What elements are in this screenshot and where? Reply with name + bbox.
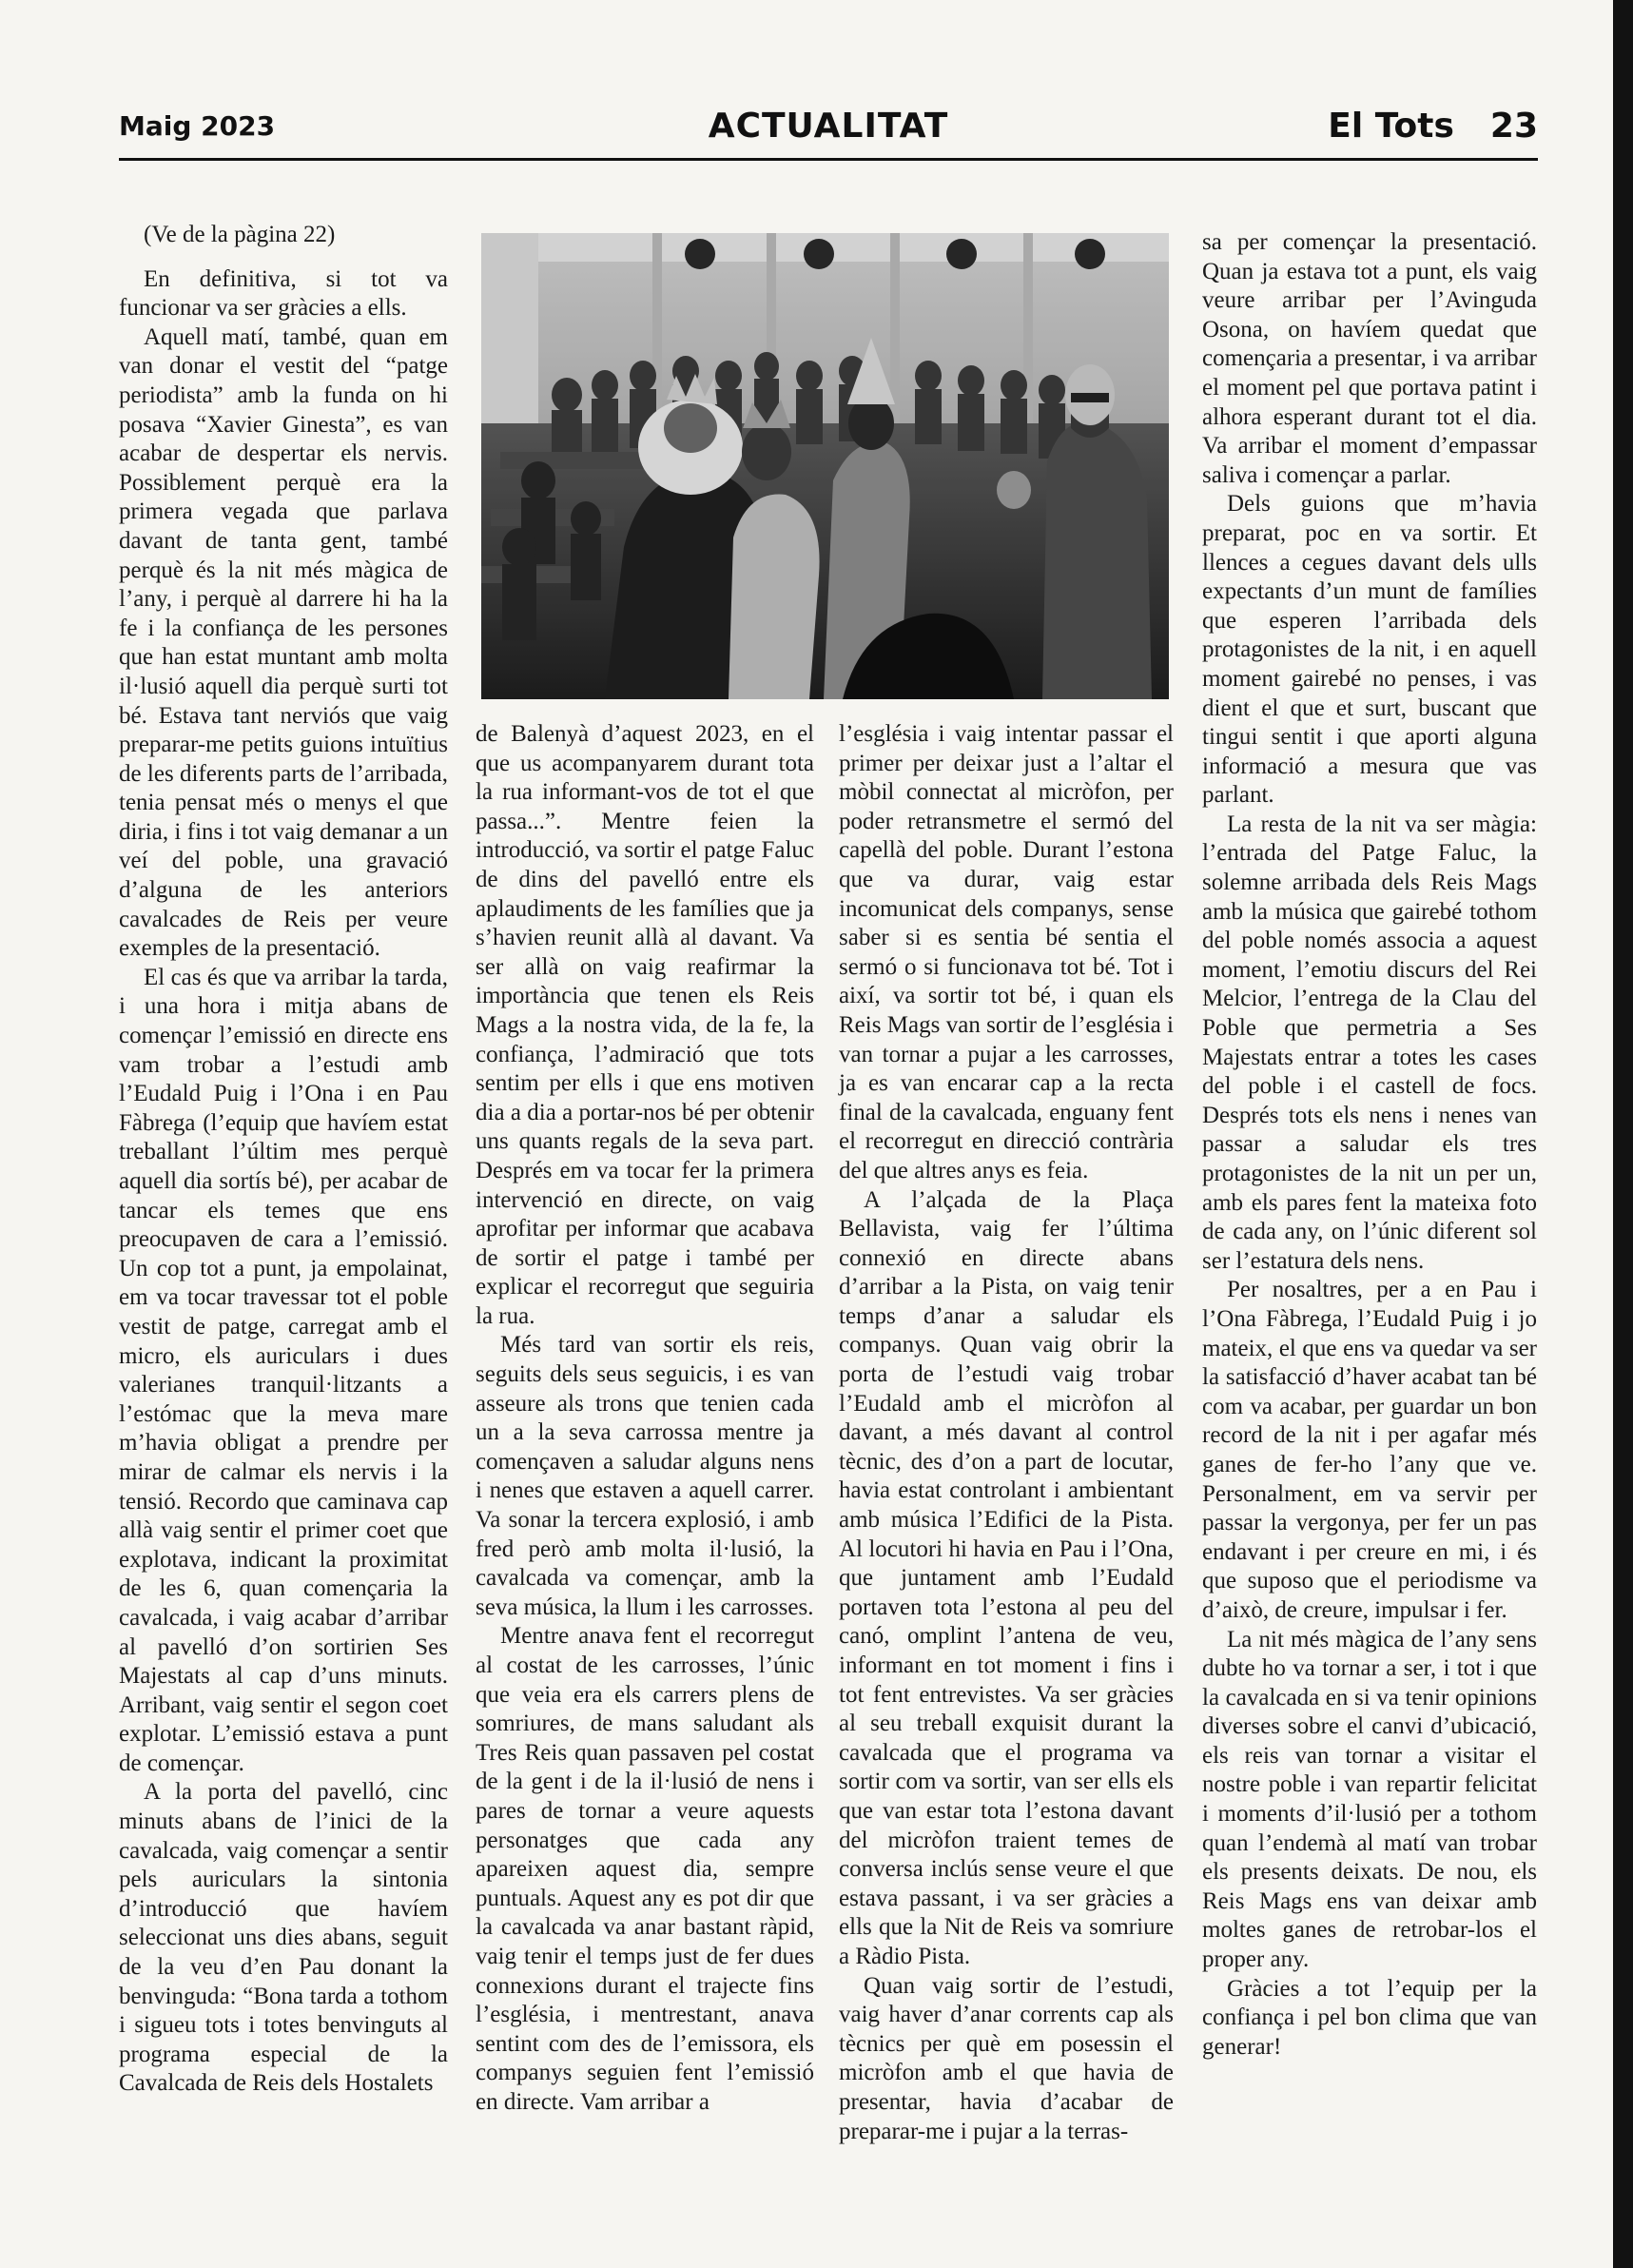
paragraph: A la porta del pavelló, cinc minuts abans de l’inici de la cavalcada, vaig començar a sentir pels auriculars la sintonia d’introducció que havíem seleccionat uns dies abans, seguit de la veu d’en Pau donant la benvinguda: “Bona tarda a tothom i sigueu tots i totes benvinguts al programa especial de la Cavalcada de Reis dels Hostalets — [119, 1779, 448, 2097]
paragraph: Més tard van sortir els reis, seguits dels seus seguicis, i es van asseure als trons que tenien cada un a la seva carrossa mentre ja començaven a saludar alguns nens i nenes que estaven a aquell carrer. Va sonar la tercera explosió, i amb fred però amb molta il·lusió, la cavalcada va començar, amb la seva música, la llum i les carrosses. — [476, 1332, 814, 1620]
article-column-1 — [119, 221, 448, 2099]
article-column-2 — [476, 720, 814, 2118]
paragraph: Per nosaltres, per a en Pau i l’Ona Fàbrega, l’Eudald Puig i jo mateix, el que ens va quedar va ser la satisfacció d’haver acabat tan bé com va acabar, per guardar un bon record de la nit i per agafar més ganes de fer-ho l’any que ve. Personalment, em va servir per passar la vergonya, per fer un pas endavant i per creure en mi, i és que suposo que el periodisme va d’això, de creure, impulsar i fer. — [1202, 1277, 1537, 1623]
publication-name: El Tots — [1328, 107, 1454, 146]
paragraph: Quan vaig sortir de l’estudi, vaig haver d’anar corrents cap als tècnics per què em posessin el micròfon amb el que havia de presentar, havia d’acabar de preparar-me i pujar a la terras- — [839, 1972, 1174, 2144]
page-number: 23 — [1489, 107, 1538, 146]
article-column-3 — [839, 720, 1174, 2146]
paragraph: l’església i vaig intentar passar el primer per deixar just a l’altar el mòbil connectat al micròfon, per poder retransmetre el sermó del capellà del poble. Durant l’estona que va durar, vaig estar incomunicat dels companys, sense saber si es sentia bé sentia el sermó o si funcionava tot bé. Tot i així, va sortir tot bé, i quan els Reis Mags van sortir de l’església i van tornar a pujar a les carrosses, ja es van encarar cap a la recta final de la cavalcada, enguany fent el recorregut en direcció contrària del que altres anys es feia. — [839, 721, 1174, 1183]
paragraph: Mentre anava fent el recorregut al costat de les carrosses, l’únic que veia era els carrers plens de somriures, de mans saludant als Tres Reis quan passaven pel costat de la gent i de la il·lusió de nens i pares de tornar a veure aquests personatges que cada any apareixen aquest dia, sempre puntuals. Aquest any es pot dir que la cavalcada va anar bastant ràpid, vaig tenir el temps just de fer dues connexions durant el trajecte fins l’església, i mentrestant, anava sentint com des de l’emissora, els companys seguien fent l’emissió en directe. Vam arribar a — [476, 1623, 814, 2115]
paragraph: En definitiva, si tot va funcionar va ser gràcies a ells. — [119, 265, 448, 322]
paragraph: A l’alçada de la Plaça Bellavista, vaig fer l’última connexió en directe abans d’arribar a la Pista, on vaig tenir temps d’anar a saludar els companys. Quan vaig obrir la porta de l’estudi vaig trobar l’Eudald amb el micròfon al davant, a més davant al control tècnic, des d’on a part de locutar, havia estat controlant i ambientant amb música l’Edifici de la Pista. Al locutori hi havia en Pau i l’Ona, que juntament amb l’Eudald portaven tota l’estona al peu del canó, omplint l’antena de veu, informant en tot moment i fins i tot fent entrevistes. Va ser gràcies al seu treball exquisit durant la cavalcada que el programa va sortir com va sortir, van ser ells els que van estar tota l’estona davant del micròfon traient temes de conversa inclús sense veure el que estava passant, i va ser gràcies a ells que la Nit de Reis va somriure a Ràdio Pista. — [839, 1186, 1174, 1969]
photo-illustration — [481, 233, 1169, 699]
paragraph: de Balenyà d’aquest 2023, en el que us acompanyarem durant tota la rua informant-vos de tot el que passa...”. Mentre feien la introducció, va sortir el patge Faluc de dins del pavelló entre els aplaudiments de les famílies que ja s’havien reunit allà al davant. Va ser allà on vaig reafirmar la importància que tenen els Reis Mags a la nostra vida, de la fe, la confiança, l’admiració que tots sentim per ells i que ens motiven dia a dia a portar-nos bé per obtenir uns quants regals de la seva part. Després em va tocar fer la primera intervenció en directe, on vaig aprofitar per informar que acabava de sortir el patge i també per explicar el recorregut que seguiria la rua. — [476, 721, 814, 1329]
paragraph: Dels guions que m’havia preparat, poc en va sortir. Et llences a cegues davant dels ulls expectants d’un munt de famílies que esperen l’arribada dels protagonistes de la nit, i en aquell moment gairebé no penses, i vas dient el que et surt, buscant que tingui sentit i que aporti alguna informació a mesura que vas parlant. — [1202, 491, 1537, 809]
continuation-note: (Ve de la pàgina 22) — [144, 222, 336, 247]
header-rule — [119, 158, 1538, 161]
article-photo — [481, 233, 1169, 699]
article-column-4 — [1202, 228, 1537, 2062]
paragraph: La nit més màgica de l’any sens dubte ho va tornar a ser, i tot i que la cavalcada en si va tenir opinions diverses sobre el canvi d’ubicació, els reis van tornar a visitar el nostre poble i van repartir felicitat i moments d’il·lusió per a tothom quan l’endemà al matí van trobar els presents deixats. De nou, els Reis Mags ens van deixar amb moltes ganes de retrobar-los el proper any. — [1202, 1626, 1537, 1973]
paragraph: Aquell matí, també, quan em van donar el vestit del “patge periodista” amb la funda on hi posava “Xavier Ginesta”, es van acabar de despertar els nervis. Possiblement perquè era la primera vegada que parlava davant de tanta gent, també perquè és la nit més màgica de l’any, i perquè al darrere hi ha la fe i la confiança de les persones que han estat muntant amb molta il·lusió aquell dia perquè surti tot bé. Estava tant nerviós que vaig preparar-me petits guions intuïtius de les diferents parts de l’arribada, tenia pensat més o menys el que diria, i fins i tot vaig demanar a un veí del poble, una gravació d’alguna de les anteriors cavalcades de Reis per veure exemples de la presentació. — [119, 323, 448, 962]
publication-info — [1328, 107, 1538, 146]
paragraph: La resta de la nit va ser màgia: l’entrada del Patge Faluc, la solemne arribada dels Reis Mags amb la música que gairebé tothom del poble només associa a aquest moment, l’emotiu discurs del Rei Melcior, l’entrega de la Clau del Poble que permetria a Ses Majestats entrar a totes les cases del poble i el castell de focs. Després tots els nens i nenes van passar a saludar els tres protagonistes de la nit un per un, amb els pares fent la mateixa foto de cada any, on l’únic diferent sol ser l’estatura dels nens. — [1202, 811, 1537, 1274]
issue-date: Maig 2023 — [119, 110, 276, 142]
paragraph: El cas és que va arribar la tarda, i una hora i mitja abans de començar l’emissió en directe ens vam trobar a l’estudi amb l’Eudald Puig i l’Ona i en Pau Fàbrega (l’equip que havíem estat treballant l’últim mes perquè aquell dia sortís bé), per acabar de tancar els temes que ens preocupaven de cara a l’emissió. Un cop tot a punt, ja empolainat, em va tocar travessar tot el poble vestit de patge, carregat amb el micro, els auriculars i dues valerianes tranquil·litzants a l’estómac que la meva mare m’havia obligat a prendre per mirar de calmar els nervis i la tensió. Recordo que caminava cap allà vaig sentir el primer coet que explotava, indicant la proximitat de les 6, quan començaria la cavalcada, i vaig acabar d’arribar al pavelló d’on sortirien Ses Majestats al cap d’uns minuts. Arribant, vaig sentir el segon coet explotar. L’emissió estava a punt de començar. — [119, 964, 448, 1776]
page-header — [119, 107, 1538, 147]
paragraph: sa per començar la presentació. Quan ja estava tot a punt, els vaig veure arribar per l’Avinguda Osona, on havíem quedat que començaria a presentar, i va arribar el moment pel que portava patint i alhora esperant durant tot el dia. Va arribar el moment d’empassar saliva i començar a parlar. — [1202, 229, 1537, 488]
section-title: ACTUALITAT — [708, 107, 949, 146]
paragraph: Gràcies a tot l’equip per la confiança i pel bon clima que van generar! — [1202, 1975, 1537, 2060]
